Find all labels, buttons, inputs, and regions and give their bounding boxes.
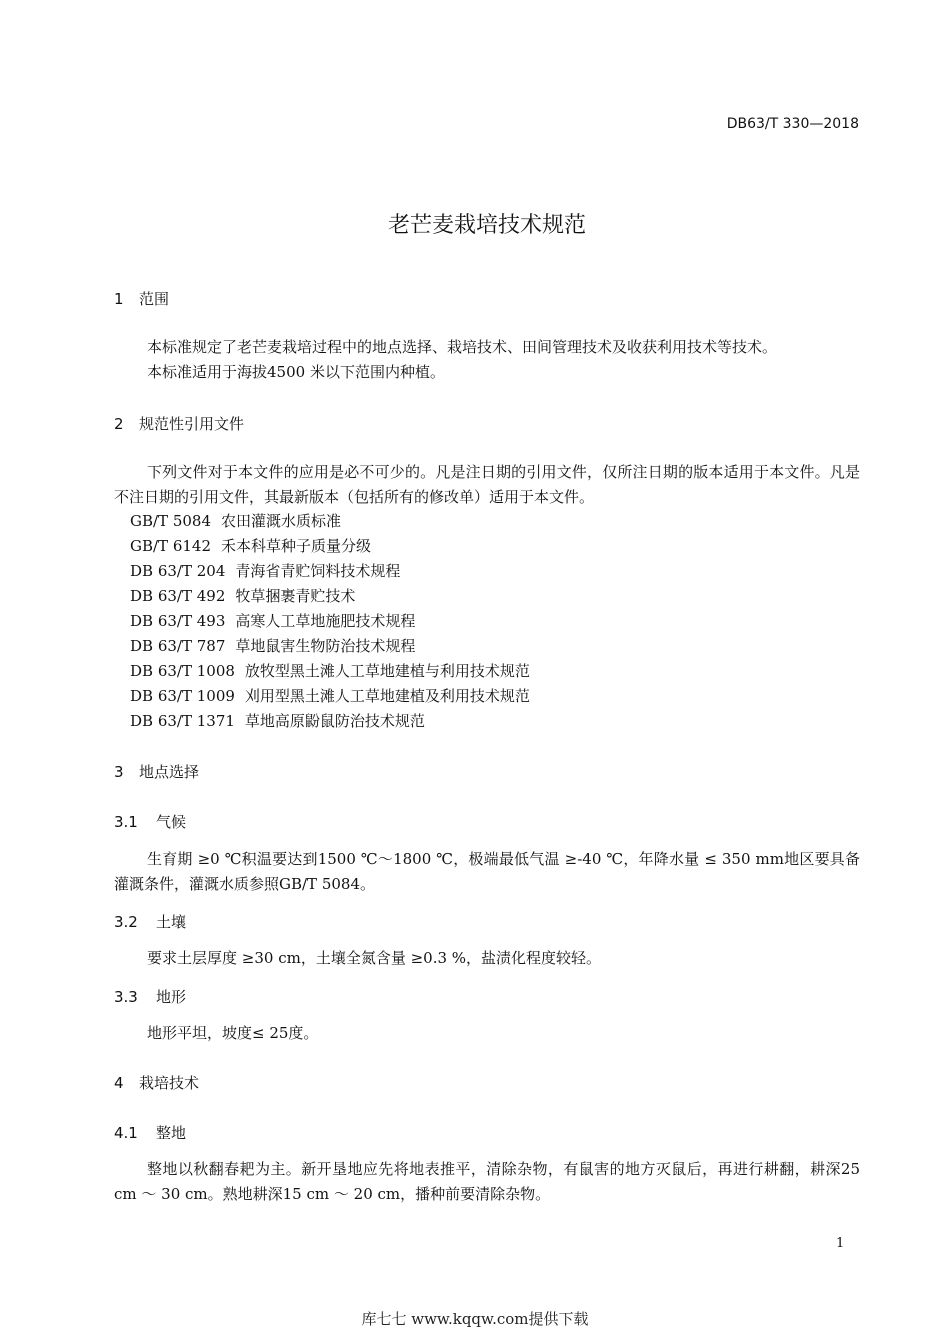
- reference-title: 农田灌溉水质标准: [221, 512, 342, 530]
- reference-title: 禾本科草种子质量分级: [221, 537, 372, 555]
- reference-item: [130, 560, 400, 581]
- subsection-3-3-heading: [114, 986, 186, 1007]
- reference-title: 青海省青贮饲料技术规程: [235, 562, 401, 580]
- section-1-heading: [114, 288, 169, 309]
- document-title: 老芒麦栽培技术规范: [387, 213, 586, 238]
- subsection-number: 3.2: [114, 913, 138, 931]
- subsection-3-1-heading: [114, 811, 186, 832]
- reference-code: DB 63/T 787: [130, 637, 226, 655]
- section-number: 1: [114, 290, 124, 308]
- section-2-intro: 下列文件对于本文件的应用是必不可少的。凡是注日期的引用文件，仅所注日期的版本适用于本文件。凡是不注日期的引用文件，其最新版本（包括所有的修改单）适用于本文件。: [114, 463, 860, 506]
- section-1-paragraph-1: 本标准规定了老芒麦栽培过程中的地点选择、栽培技术、田间管理技术及收获利用技术等技术。: [147, 338, 778, 356]
- reference-item: [130, 685, 530, 706]
- section-number: 3: [114, 763, 124, 781]
- subsection-3-1-text: 生育期 ≥0 ℃积温要达到1500 ℃～1800 ℃，极端最低气温 ≥-40 ℃，年降水量 ≤ 350 mm地区要具备灌溉条件，灌溉水质参照GB/T 5084。: [114, 850, 860, 893]
- section-1-paragraph-2: 本标准适用于海拔4500 米以下范围内种植。: [147, 363, 445, 381]
- reference-title: 牧草捆裹青贮技术: [235, 587, 356, 605]
- section-title: 规范性引用文件: [139, 415, 245, 433]
- reference-code: DB 63/T 1008: [130, 662, 235, 680]
- subsection-3-2-heading: [114, 911, 186, 932]
- page-number: 1: [836, 1236, 845, 1251]
- document-code: DB63/T 330—2018: [726, 116, 859, 132]
- section-title: 栽培技术: [139, 1074, 200, 1092]
- reference-title: 草地高原鼢鼠防治技术规范: [244, 712, 425, 730]
- reference-code: GB/T 6142: [130, 537, 212, 555]
- reference-code: DB 63/T 204: [130, 562, 226, 580]
- reference-title: 放牧型黑土滩人工草地建植与利用技术规范: [244, 662, 530, 680]
- subsection-3-3-text: 地形平坦，坡度≤ 25度。: [147, 1024, 319, 1042]
- reference-item: [130, 635, 415, 656]
- subsection-4-1-text: 整地以秋翻春耙为主。新开垦地应先将地表推平，清除杂物，有鼠害的地方灭鼠后，再进行耕翻，耕深25 cm ～ 30 cm。熟地耕深15 cm ～ 20 cm，播种前要清除杂物。: [114, 1160, 860, 1203]
- footer-watermark: 库七七 www.kqqw.com提供下载: [361, 1310, 589, 1328]
- subsection-title: 地形: [156, 988, 187, 1006]
- reference-code: DB 63/T 492: [130, 587, 226, 605]
- subsection-3-2-text: 要求土层厚度 ≥30 cm，土壤全氮含量 ≥0.3 %，盐渍化程度较轻。: [147, 949, 602, 967]
- reference-code: GB/T 5084: [130, 512, 212, 530]
- reference-item: [130, 660, 530, 681]
- subsection-title: 土壤: [156, 913, 187, 931]
- reference-item: [130, 585, 355, 606]
- reference-code: DB 63/T 1009: [130, 687, 235, 705]
- reference-code: DB 63/T 493: [130, 612, 226, 630]
- subsection-4-1-heading: [114, 1122, 186, 1143]
- reference-item: [130, 610, 415, 631]
- reference-title: 草地鼠害生物防治技术规程: [235, 637, 416, 655]
- reference-item: [130, 510, 341, 531]
- subsection-number: 4.1: [114, 1124, 138, 1142]
- section-3-heading: [114, 761, 199, 782]
- section-title: 地点选择: [139, 763, 200, 781]
- section-number: 4: [114, 1074, 124, 1092]
- subsection-title: 整地: [156, 1124, 187, 1142]
- section-4-heading: [114, 1072, 199, 1093]
- reference-item: [130, 535, 371, 556]
- reference-title: 高寒人工草地施肥技术规程: [235, 612, 416, 630]
- subsection-number: 3.1: [114, 813, 138, 831]
- reference-code: DB 63/T 1371: [130, 712, 235, 730]
- reference-title: 刈用型黑土滩人工草地建植及利用技术规范: [244, 687, 530, 705]
- subsection-title: 气候: [156, 813, 187, 831]
- subsection-number: 3.3: [114, 988, 138, 1006]
- section-2-heading: [114, 413, 244, 434]
- section-number: 2: [114, 415, 124, 433]
- section-title: 范围: [139, 290, 170, 308]
- reference-item: [130, 710, 425, 731]
